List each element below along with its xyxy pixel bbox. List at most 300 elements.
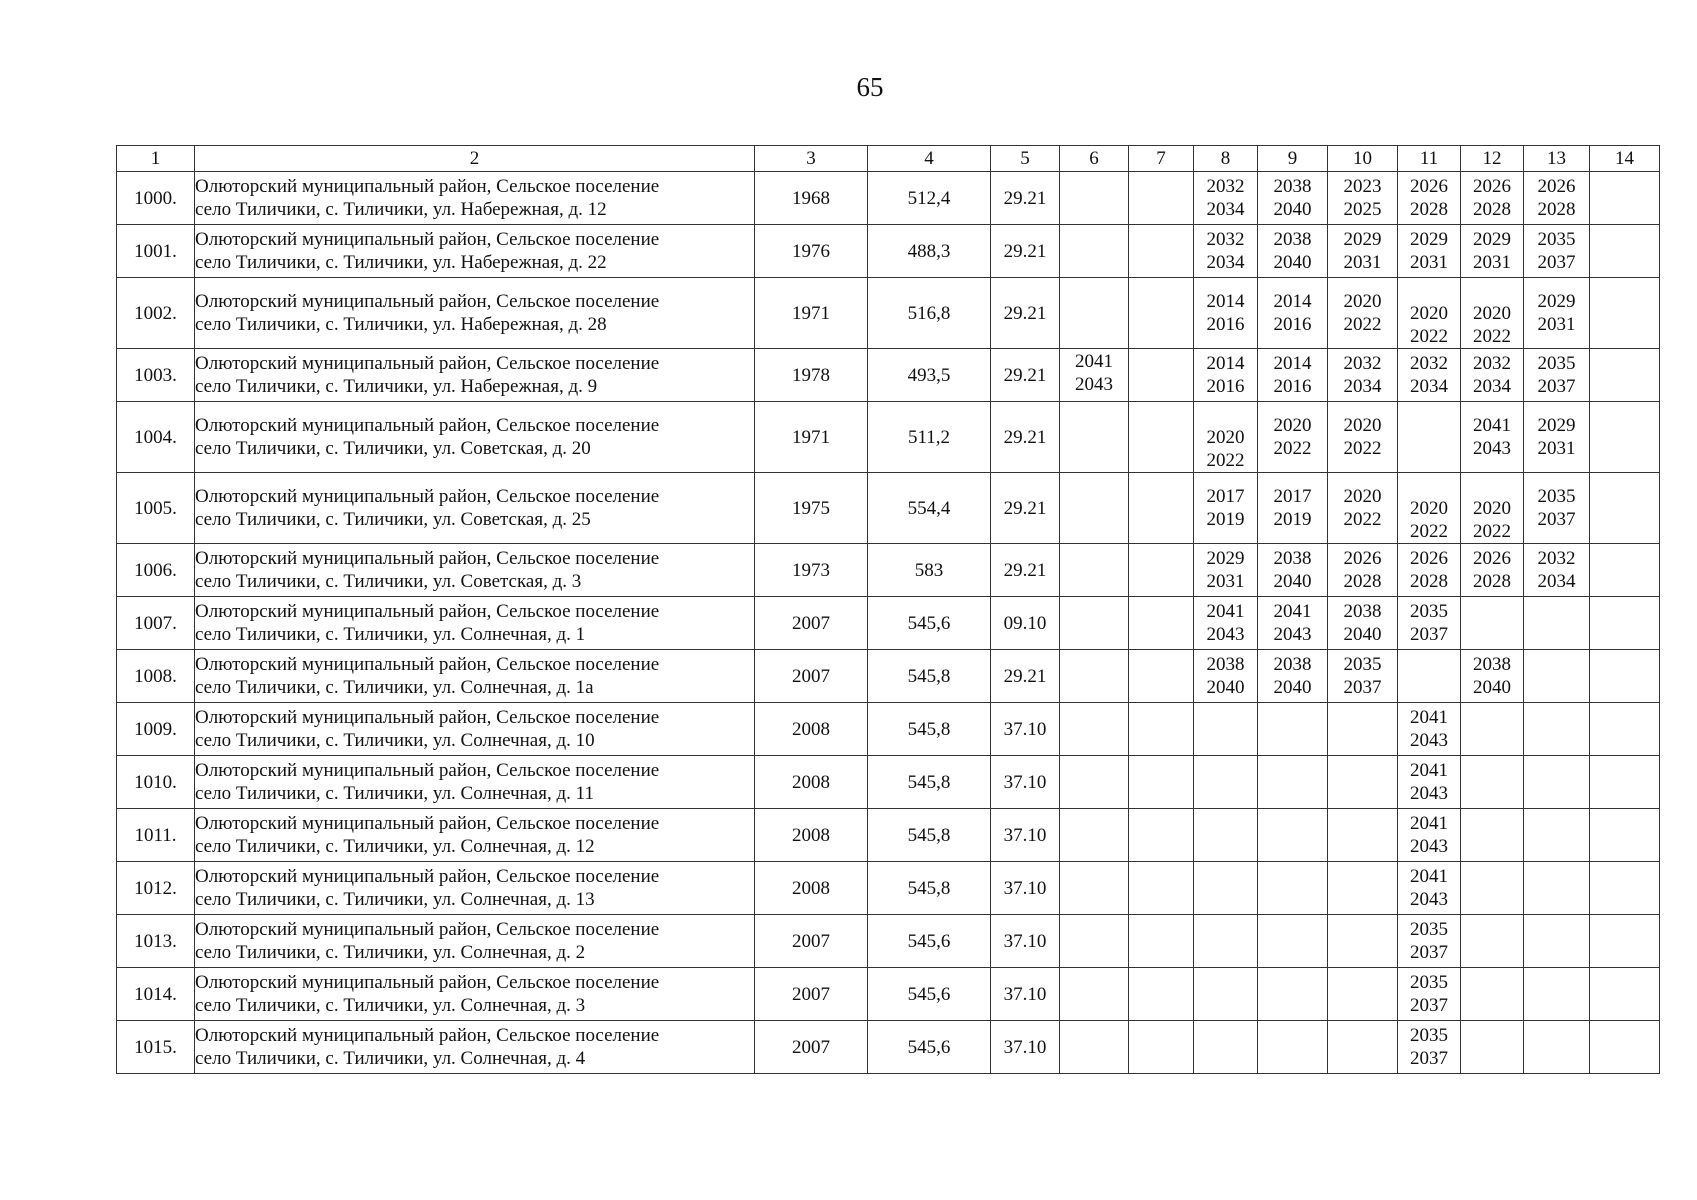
period-cell-7 xyxy=(1129,809,1194,862)
column-header: 3 xyxy=(755,146,868,172)
construction-year: 2008 xyxy=(792,718,830,740)
period-cell-8 xyxy=(1194,703,1258,756)
period-cell-12 xyxy=(1461,349,1524,402)
period-cell-11 xyxy=(1398,172,1461,225)
period-end-year: 2022 xyxy=(1473,520,1511,542)
period-range xyxy=(1590,916,1659,967)
period-range xyxy=(1524,350,1589,401)
period-range xyxy=(1258,916,1327,967)
period-cell-11 xyxy=(1398,473,1461,544)
period-cell-13 xyxy=(1524,862,1590,915)
area-value: 545,6 xyxy=(907,930,951,952)
period-start-year: 2041 xyxy=(1075,350,1113,372)
period-range xyxy=(1258,757,1327,808)
period-range xyxy=(1590,474,1659,543)
period-cell-11 xyxy=(1398,278,1461,349)
period-range xyxy=(1129,279,1193,348)
period-range xyxy=(1590,810,1659,861)
address-cell xyxy=(195,349,755,402)
address-line-2: село Тиличики, с. Тиличики, ул. Солнечная, д. 4 xyxy=(195,1048,586,1069)
period-range xyxy=(1258,1022,1327,1073)
column-header: 5 xyxy=(991,146,1060,172)
period-cell-10 xyxy=(1328,650,1398,703)
period-end-year: 2034 xyxy=(1343,376,1382,397)
period-range xyxy=(1194,863,1257,914)
code-cell xyxy=(991,1021,1060,1074)
row-number-cell xyxy=(117,862,195,915)
period-range xyxy=(1590,403,1659,472)
period-range xyxy=(1129,474,1193,543)
address-line-1: Олюторский муниципальный район, Сельское поселение xyxy=(195,760,660,781)
period-start-year: 2035 xyxy=(1410,1025,1448,1046)
period-cell-12 xyxy=(1461,402,1524,473)
row-number-cell xyxy=(117,225,195,278)
period-start-year: 2026 xyxy=(1473,176,1511,197)
address-cell xyxy=(195,915,755,968)
code-value: 29.21 xyxy=(1003,187,1047,209)
period-end-year: 2043 xyxy=(1410,836,1448,857)
period-cell-9 xyxy=(1258,278,1328,349)
period-range xyxy=(1398,350,1460,401)
period-range xyxy=(1590,350,1659,401)
period-start-year: 2038 xyxy=(1206,654,1245,675)
period-start-year: 2041 xyxy=(1273,601,1312,622)
construction-year: 2007 xyxy=(792,612,830,634)
period-end-year: 2031 xyxy=(1206,571,1245,592)
period-cell-14 xyxy=(1590,915,1660,968)
area-cell xyxy=(868,278,991,349)
period-end-year: 2034 xyxy=(1537,571,1576,592)
period-end-year: 2043 xyxy=(1410,730,1448,751)
period-cell-12 xyxy=(1461,278,1524,349)
period-cell-6 xyxy=(1060,473,1129,544)
period-end-year: 2043 xyxy=(1075,373,1113,395)
construction-year: 2008 xyxy=(792,877,830,899)
period-start-year: 2014 xyxy=(1273,353,1312,374)
construction-year-cell xyxy=(755,544,868,597)
period-cell-13 xyxy=(1524,402,1590,473)
address-cell xyxy=(195,172,755,225)
row-number: 1010. xyxy=(134,771,177,793)
period-range xyxy=(1129,598,1193,649)
period-start-year: 2020 xyxy=(1410,302,1448,324)
period-start-year: 2038 xyxy=(1473,654,1511,675)
period-range xyxy=(1258,810,1327,861)
construction-year-cell xyxy=(755,597,868,650)
period-range xyxy=(1194,810,1257,861)
column-header: 9 xyxy=(1258,146,1328,172)
period-cell-7 xyxy=(1129,650,1194,703)
period-cell-10 xyxy=(1328,278,1398,349)
period-cell-13 xyxy=(1524,597,1590,650)
period-range xyxy=(1194,545,1257,596)
code-cell xyxy=(991,225,1060,278)
period-cell-14 xyxy=(1590,809,1660,862)
period-end-year: 2022 xyxy=(1343,314,1382,335)
construction-year: 1968 xyxy=(792,187,830,209)
period-start-year: 2020 xyxy=(1273,415,1312,436)
period-range xyxy=(1461,173,1523,224)
period-end-year: 2037 xyxy=(1410,624,1448,645)
address-line-2: село Тиличики, с. Тиличики, ул. Солнечная, д. 1а xyxy=(195,677,594,698)
period-range xyxy=(1194,651,1257,702)
address-line-1: Олюторский муниципальный район, Сельское поселение xyxy=(195,229,660,250)
period-cell-14 xyxy=(1590,703,1660,756)
period-start-year: 2035 xyxy=(1410,972,1448,993)
period-cell-14 xyxy=(1590,349,1660,402)
row-number-cell xyxy=(117,1021,195,1074)
period-range xyxy=(1398,969,1460,1020)
period-end-year: 2016 xyxy=(1273,376,1312,397)
period-range xyxy=(1194,1022,1257,1073)
construction-year: 1975 xyxy=(792,497,830,519)
address-cell xyxy=(195,473,755,544)
period-end-year: 2025 xyxy=(1343,199,1382,220)
period-cell-9 xyxy=(1258,968,1328,1021)
period-range xyxy=(1398,403,1460,472)
period-cell-7 xyxy=(1129,915,1194,968)
period-cell-8 xyxy=(1194,544,1258,597)
construction-year: 2007 xyxy=(792,1036,830,1058)
period-start-year: 2020 xyxy=(1343,291,1382,312)
period-cell-10 xyxy=(1328,915,1398,968)
period-cell-14 xyxy=(1590,278,1660,349)
period-range xyxy=(1258,863,1327,914)
period-range xyxy=(1328,350,1397,401)
period-range xyxy=(1461,226,1523,277)
construction-year-cell xyxy=(755,756,868,809)
period-range xyxy=(1194,350,1257,401)
row-number-cell xyxy=(117,402,195,473)
construction-year: 1971 xyxy=(792,426,830,448)
period-cell-6 xyxy=(1060,809,1129,862)
construction-year-cell xyxy=(755,1021,868,1074)
period-cell-12 xyxy=(1461,597,1524,650)
period-end-year: 2019 xyxy=(1206,509,1245,530)
period-cell-6 xyxy=(1060,172,1129,225)
period-range xyxy=(1328,651,1397,702)
period-end-year: 2037 xyxy=(1537,252,1576,273)
address-line-2: село Тиличики, с. Тиличики, ул. Набережная, д. 12 xyxy=(195,199,607,220)
period-cell-14 xyxy=(1590,968,1660,1021)
period-range xyxy=(1060,704,1128,755)
period-range xyxy=(1590,1022,1659,1073)
period-start-year: 2032 xyxy=(1537,548,1576,569)
period-range xyxy=(1524,1022,1589,1073)
period-range xyxy=(1060,474,1128,543)
period-cell-10 xyxy=(1328,703,1398,756)
row-number: 1011. xyxy=(134,824,177,846)
period-cell-10 xyxy=(1328,544,1398,597)
table-row xyxy=(117,597,1660,650)
period-range xyxy=(1258,226,1327,277)
code-cell xyxy=(991,756,1060,809)
period-range xyxy=(1129,757,1193,808)
period-range xyxy=(1328,916,1397,967)
area-value: 545,8 xyxy=(907,824,951,846)
period-cell-8 xyxy=(1194,756,1258,809)
period-start-year: 2023 xyxy=(1343,176,1382,197)
period-cell-10 xyxy=(1328,1021,1398,1074)
period-cell-12 xyxy=(1461,1021,1524,1074)
code-value: 29.21 xyxy=(1003,497,1047,519)
period-range xyxy=(1194,226,1257,277)
period-start-year: 2026 xyxy=(1537,176,1576,197)
period-cell-13 xyxy=(1524,809,1590,862)
period-cell-8 xyxy=(1194,597,1258,650)
period-range xyxy=(1398,474,1460,543)
area-cell xyxy=(868,650,991,703)
column-header: 10 xyxy=(1328,146,1398,172)
period-cell-7 xyxy=(1129,172,1194,225)
period-cell-8 xyxy=(1194,278,1258,349)
area-value: 545,8 xyxy=(907,877,951,899)
period-range xyxy=(1398,279,1460,348)
period-range xyxy=(1060,916,1128,967)
address-line-2: село Тиличики, с. Тиличики, ул. Солнечная, д. 11 xyxy=(195,783,594,804)
period-range xyxy=(1524,916,1589,967)
table-row xyxy=(117,1021,1660,1074)
period-range xyxy=(1398,704,1460,755)
period-range xyxy=(1258,969,1327,1020)
construction-year-cell xyxy=(755,278,868,349)
row-number: 1003. xyxy=(134,364,177,386)
period-cell-9 xyxy=(1258,544,1328,597)
period-end-year: 2022 xyxy=(1343,438,1382,459)
period-start-year: 2029 xyxy=(1537,291,1576,312)
period-range xyxy=(1129,545,1193,596)
period-range xyxy=(1398,598,1460,649)
construction-year-cell xyxy=(755,172,868,225)
period-range xyxy=(1590,279,1659,348)
address-line-1: Олюторский муниципальный район, Сельское поселение xyxy=(195,486,660,507)
row-number-cell xyxy=(117,278,195,349)
period-cell-7 xyxy=(1129,756,1194,809)
table-row xyxy=(117,402,1660,473)
period-start-year: 2035 xyxy=(1537,353,1576,374)
period-range xyxy=(1328,545,1397,596)
period-start-year: 2035 xyxy=(1410,601,1448,622)
period-start-year: 2035 xyxy=(1537,486,1576,507)
period-cell-12 xyxy=(1461,650,1524,703)
period-range xyxy=(1398,916,1460,967)
period-start-year: 2032 xyxy=(1473,353,1511,374)
address-line-1: Олюторский муниципальный район, Сельское поселение xyxy=(195,972,660,993)
table-row xyxy=(117,650,1660,703)
table-row xyxy=(117,473,1660,544)
period-start-year: 2026 xyxy=(1410,548,1448,569)
period-start-year: 2032 xyxy=(1343,353,1382,374)
period-cell-10 xyxy=(1328,225,1398,278)
row-number: 1001. xyxy=(134,240,177,262)
period-end-year: 2043 xyxy=(1273,624,1312,645)
period-start-year: 2032 xyxy=(1206,176,1245,197)
row-number: 1009. xyxy=(134,718,177,740)
period-cell-13 xyxy=(1524,650,1590,703)
construction-year: 2007 xyxy=(792,930,830,952)
construction-year: 2008 xyxy=(792,771,830,793)
period-cell-9 xyxy=(1258,650,1328,703)
period-end-year: 2034 xyxy=(1410,376,1448,397)
period-cell-6 xyxy=(1060,402,1129,473)
period-range xyxy=(1060,545,1128,596)
period-start-year: 2035 xyxy=(1410,919,1448,940)
period-end-year: 2043 xyxy=(1206,624,1245,645)
period-end-year: 2016 xyxy=(1206,314,1245,335)
period-end-year: 2028 xyxy=(1410,199,1448,220)
period-cell-8 xyxy=(1194,402,1258,473)
period-range xyxy=(1461,969,1523,1020)
period-start-year: 2020 xyxy=(1473,302,1511,324)
period-cell-10 xyxy=(1328,862,1398,915)
period-range xyxy=(1258,545,1327,596)
period-cell-8 xyxy=(1194,473,1258,544)
period-cell-7 xyxy=(1129,1021,1194,1074)
period-cell-8 xyxy=(1194,809,1258,862)
period-range xyxy=(1461,863,1523,914)
housing-register-table xyxy=(116,145,1660,1074)
period-cell-9 xyxy=(1258,402,1328,473)
period-cell-7 xyxy=(1129,703,1194,756)
period-end-year: 2016 xyxy=(1273,314,1312,335)
period-range xyxy=(1524,810,1589,861)
period-cell-14 xyxy=(1590,225,1660,278)
period-cell-13 xyxy=(1524,1021,1590,1074)
period-range xyxy=(1060,863,1128,914)
period-range xyxy=(1524,757,1589,808)
area-value: 545,8 xyxy=(907,665,951,687)
period-cell-12 xyxy=(1461,544,1524,597)
column-header: 13 xyxy=(1524,146,1590,172)
period-range xyxy=(1258,474,1327,543)
period-range xyxy=(1524,704,1589,755)
address-line-2: село Тиличики, с. Тиличики, ул. Солнечная, д. 12 xyxy=(195,836,595,857)
area-cell xyxy=(868,968,991,1021)
construction-year-cell xyxy=(755,650,868,703)
period-cell-7 xyxy=(1129,225,1194,278)
address-cell xyxy=(195,402,755,473)
code-cell xyxy=(991,968,1060,1021)
period-end-year: 2022 xyxy=(1410,325,1448,347)
row-number-cell xyxy=(117,544,195,597)
period-range xyxy=(1590,651,1659,702)
header-row xyxy=(117,146,1660,172)
period-end-year: 2031 xyxy=(1473,252,1511,273)
address-line-1: Олюторский муниципальный район, Сельское поселение xyxy=(195,176,660,197)
period-range xyxy=(1398,757,1460,808)
code-value: 29.21 xyxy=(1003,240,1047,262)
period-range xyxy=(1194,474,1257,543)
period-end-year: 2040 xyxy=(1273,571,1312,592)
period-cell-6 xyxy=(1060,703,1129,756)
period-range xyxy=(1129,969,1193,1020)
code-cell xyxy=(991,862,1060,915)
period-range xyxy=(1524,598,1589,649)
period-cell-6 xyxy=(1060,1021,1129,1074)
period-end-year: 2034 xyxy=(1473,376,1511,397)
period-cell-6 xyxy=(1060,756,1129,809)
period-range xyxy=(1258,279,1327,348)
code-cell xyxy=(991,172,1060,225)
row-number: 1014. xyxy=(134,983,177,1005)
period-end-year: 2028 xyxy=(1537,199,1576,220)
period-cell-12 xyxy=(1461,756,1524,809)
period-range xyxy=(1258,350,1327,401)
address-cell xyxy=(195,968,755,1021)
period-cell-11 xyxy=(1398,809,1461,862)
period-cell-6 xyxy=(1060,968,1129,1021)
period-range xyxy=(1194,173,1257,224)
period-range xyxy=(1524,545,1589,596)
period-end-year: 2037 xyxy=(1343,677,1382,698)
table-row xyxy=(117,349,1660,402)
period-cell-14 xyxy=(1590,544,1660,597)
area-cell xyxy=(868,915,991,968)
row-number-cell xyxy=(117,915,195,968)
period-cell-11 xyxy=(1398,402,1461,473)
period-range xyxy=(1461,474,1523,543)
period-range xyxy=(1258,403,1327,472)
period-end-year: 2031 xyxy=(1537,314,1576,335)
construction-year: 2007 xyxy=(792,665,830,687)
period-range xyxy=(1524,403,1589,472)
period-cell-9 xyxy=(1258,172,1328,225)
period-range xyxy=(1398,173,1460,224)
period-range xyxy=(1398,863,1460,914)
period-end-year: 2016 xyxy=(1206,376,1245,397)
table-row xyxy=(117,172,1660,225)
period-cell-11 xyxy=(1398,1021,1461,1074)
construction-year-cell xyxy=(755,349,868,402)
table-row xyxy=(117,756,1660,809)
code-value: 37.10 xyxy=(1003,930,1047,952)
address-cell xyxy=(195,544,755,597)
address-line-1: Олюторский муниципальный район, Сельское поселение xyxy=(195,415,660,436)
period-start-year: 2029 xyxy=(1410,229,1448,250)
period-range xyxy=(1524,173,1589,224)
period-cell-11 xyxy=(1398,862,1461,915)
construction-year-cell xyxy=(755,809,868,862)
period-start-year: 2029 xyxy=(1343,229,1382,250)
row-number-cell xyxy=(117,349,195,402)
period-cell-6 xyxy=(1060,349,1129,402)
period-range xyxy=(1590,598,1659,649)
code-value: 37.10 xyxy=(1003,1036,1047,1058)
address-line-2: село Тиличики, с. Тиличики, ул. Набережная, д. 22 xyxy=(195,252,607,273)
period-range xyxy=(1194,704,1257,755)
column-header: 6 xyxy=(1060,146,1129,172)
construction-year: 2007 xyxy=(792,983,830,1005)
period-start-year: 2041 xyxy=(1410,760,1448,781)
period-range xyxy=(1524,969,1589,1020)
period-cell-10 xyxy=(1328,473,1398,544)
area-cell xyxy=(868,597,991,650)
period-range xyxy=(1129,810,1193,861)
period-end-year: 2028 xyxy=(1343,571,1382,592)
period-start-year: 2038 xyxy=(1273,548,1312,569)
address-line-2: село Тиличики, с. Тиличики, ул. Солнечная, д. 10 xyxy=(195,730,595,751)
address-cell xyxy=(195,650,755,703)
address-line-2: село Тиличики, с. Тиличики, ул. Набережная, д. 9 xyxy=(195,376,598,397)
period-start-year: 2020 xyxy=(1343,415,1382,436)
code-value: 29.21 xyxy=(1003,364,1047,386)
period-start-year: 2020 xyxy=(1473,497,1511,519)
address-line-2: село Тиличики, с. Тиличики, ул. Солнечная, д. 1 xyxy=(195,624,586,645)
period-range xyxy=(1328,226,1397,277)
row-number-cell xyxy=(117,809,195,862)
row-number: 1000. xyxy=(134,187,177,209)
area-cell xyxy=(868,756,991,809)
